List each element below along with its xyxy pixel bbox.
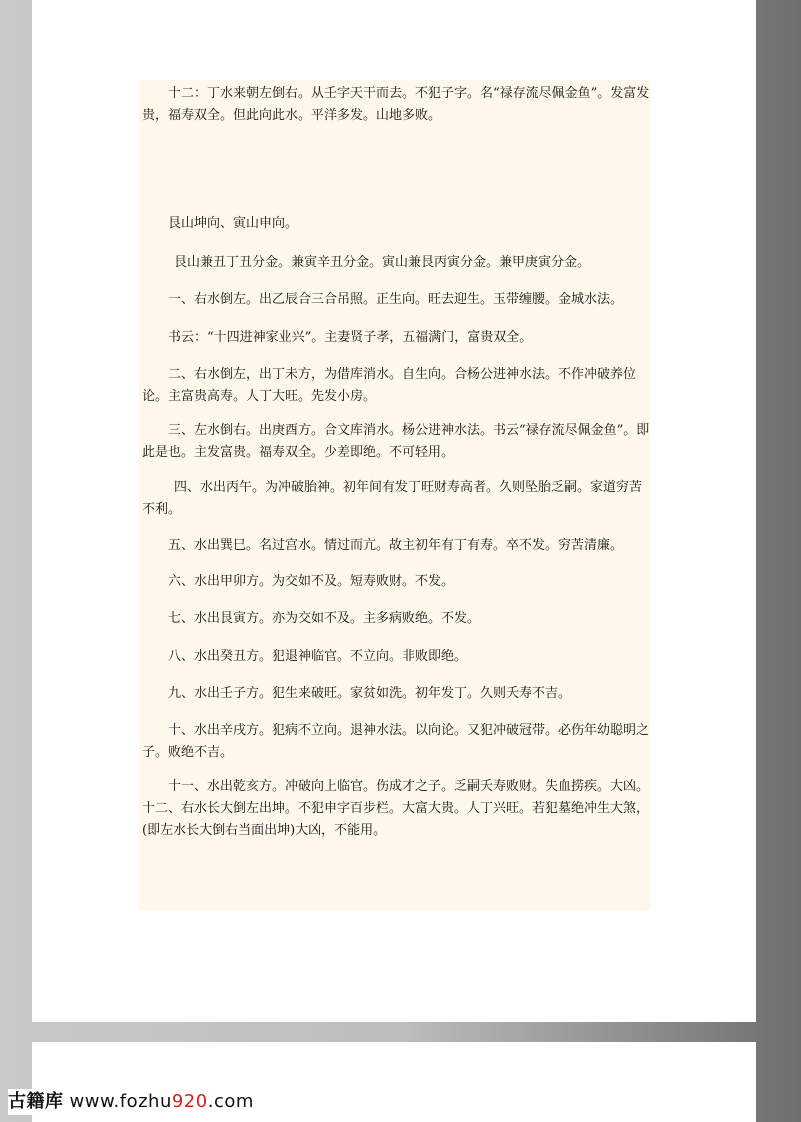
paragraph-14: 十、水出辛戌方。犯病不立向。退神水法。以向论。又犯冲破冠带。必伤年幼聪明之子。败绝不吉。 — [142, 723, 650, 760]
paragraph-9: 五、水出巽巳。名过宫水。情过而亢。故主初年有丁有寿。卒不发。穷苦清廉。 — [168, 538, 624, 553]
paragraph-10: 六、水出甲卯方。为交如不及。短寿败财。不发。 — [168, 574, 455, 589]
paragraph-8: 四、水出丙午。为冲破胎神。初年间有发丁旺财寿高者。久则坠胎乏嗣。家道穷苦不利。 — [142, 480, 643, 517]
paragraph-12: 八、水出癸丑方。犯退神临官。不立向。非败即绝。 — [168, 649, 468, 664]
paragraph-1: 十二：丁水来朝左倒右。从壬字天干而去。不犯子字。名“禄存流尽佩金鱼”。发富发贵，福寿双全。但此向此水。平洋多发。山地多败。 — [142, 86, 650, 123]
paragraph-7: 三、左水倒右。出庚酉方。合文库消水。杨公进神水法。书云“禄存流尽佩金鱼”。即此是也。主发富贵。福寿双全。少差即绝。不可轻用。 — [142, 423, 650, 460]
site-watermark — [8, 1089, 258, 1115]
paragraph-2: 艮山坤向、寅山申向。 — [168, 216, 299, 231]
watermark-url-number: 920 — [171, 1091, 208, 1112]
paragraph-5: 书云：“十四进神家业兴”。主妻贤子孝，五福满门，富贵双全。 — [168, 330, 533, 345]
paragraph-13: 九、水出壬子方。犯生来破旺。家贫如洗。初年发丁。久则夭寿不吉。 — [168, 686, 572, 701]
paragraph-3: 艮山兼丑丁丑分金。兼寅辛丑分金。寅山兼艮丙寅分金。兼甲庚寅分金。 — [174, 255, 591, 270]
document-text-area — [139, 80, 650, 910]
paragraph-6: 二、右水倒左，出丁未方，为借库消水。自生向。合杨公进神水法。不作冲破养位论。主富贵高寿。人丁大旺。先发小房。 — [142, 367, 637, 404]
paragraph-4: 一、右水倒左。出乙辰合三合吊照。正生向。旺去迎生。玉带缠腰。金城水法。 — [168, 292, 624, 307]
watermark-site-name: 古籍库 — [8, 1091, 64, 1112]
document-page — [32, 0, 756, 1022]
watermark-url-suffix: .com — [207, 1091, 254, 1112]
watermark-url-prefix: www.fozhu — [69, 1091, 172, 1112]
paragraph-11: 七、水出艮寅方。亦为交如不及。主多病败绝。不发。 — [168, 611, 481, 626]
paragraph-15: 十一、水出乾亥方。冲破向上临官。伤成才之子。乏嗣夭寿败财。失血捞疾。大凶。 十二、右水长大倒左出坤。不犯申字百步栏。大富大贵。人丁兴旺。若犯墓绝冲生大煞，(即左水长大倒右当面出坤)大凶，不能用。 — [142, 779, 650, 838]
